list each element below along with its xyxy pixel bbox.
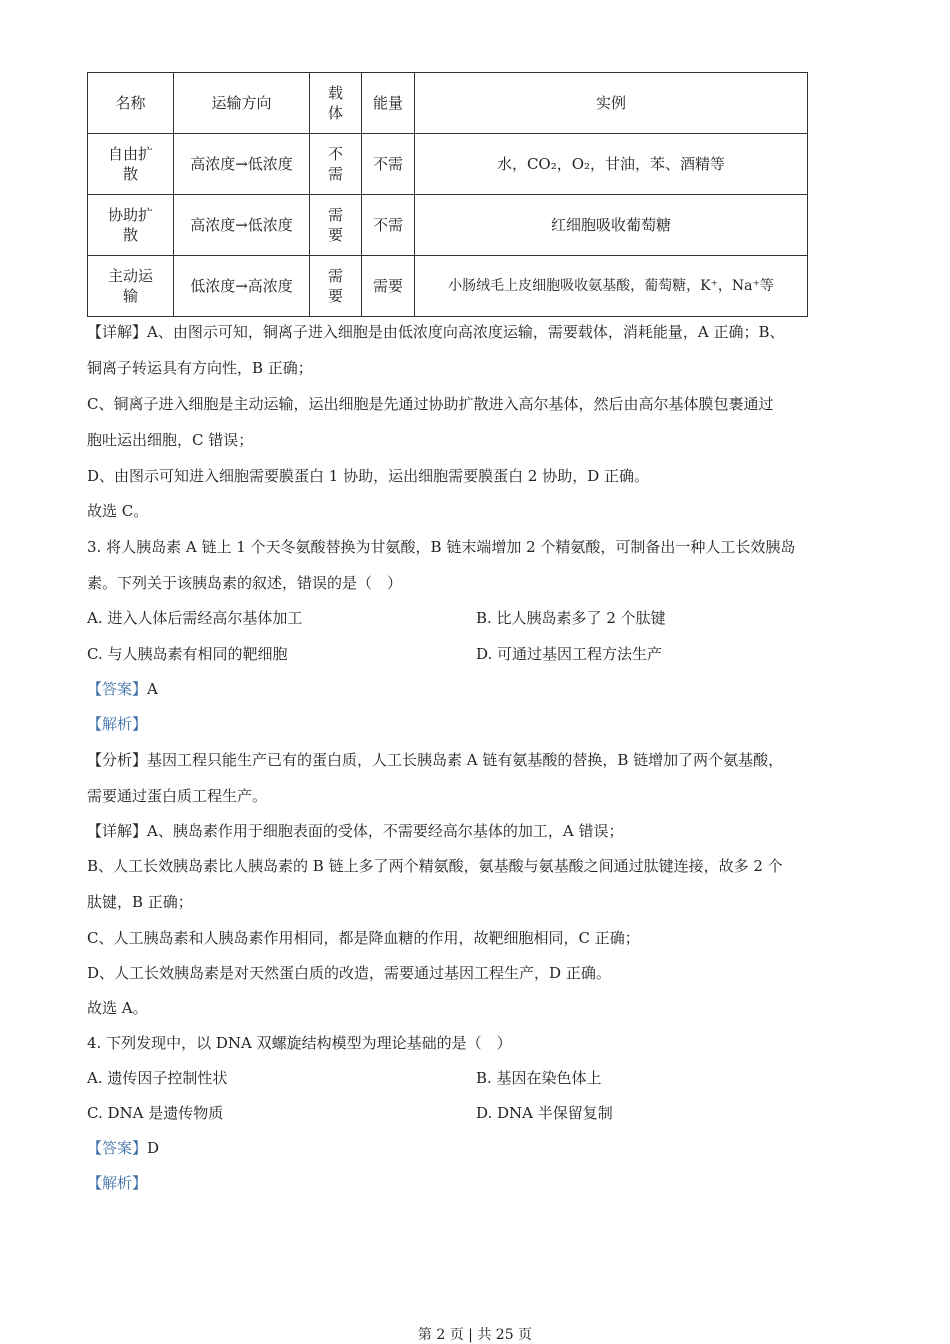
header-example: 实例 — [415, 73, 808, 134]
detail-tag: 【详解】 — [87, 323, 148, 341]
q2-detail-line-4: 胞吐运出细胞，C 错误； — [87, 431, 254, 449]
row-carrier: 不需 — [310, 134, 362, 195]
q3-analysis-line-1: 【分析】基因工程只能生产已有的蛋白质，人工长胰岛素 A 链有氨基酸的替换，B 链增加了两个氨基酸， — [87, 751, 784, 769]
q3-detail-line-3: 肽键，B 正确； — [87, 893, 193, 911]
q2-detail-line-1: 【详解】A、由图示可知，铜离子进入细胞是由低浓度向高浓度运输，需要载体，消耗能量，A 正确；B、 — [87, 323, 785, 341]
q4-stem: 4. 下列发现中，以 DNA 双螺旋结构模型为理论基础的是（ ） — [87, 1034, 512, 1052]
q3-detail-line-2: B、人工长效胰岛素比人胰岛素的 B 链上多了两个精氨酸，氨基酸与氨基酸之间通过肽键连接，故多 2 个 — [87, 857, 783, 875]
header-energy: 能量 — [362, 73, 415, 134]
q4-option-b: B. 基因在染色体上 — [476, 1069, 602, 1087]
q3-stem-line-1: 3. 将人胰岛素 A 链上 1 个天冬氨酸替换为甘氨酸，B 链末端增加 2 个精氨酸，可制备出一种人工长效胰岛 — [87, 538, 796, 556]
row-carrier: 需要 — [310, 256, 362, 317]
q2-choose: 故选 C。 — [87, 502, 149, 520]
q3-option-c: C. 与人胰岛素有相同的靶细胞 — [87, 645, 288, 663]
q4-analysis-tag: 【解析】 — [87, 1174, 148, 1192]
q3-detail-line-4: C、人工胰岛素和人胰岛素作用相同，都是降血糖的作用，故靶细胞相同，C 正确； — [87, 929, 640, 947]
row-carrier: 需要 — [310, 195, 362, 256]
q3-answer: 【答案】A — [87, 680, 158, 698]
table-row — [88, 134, 808, 195]
row-energy: 不需 — [362, 195, 415, 256]
q2-detail-line-3: C、铜离子进入细胞是主动运输，运出细胞是先通过协助扩散进入高尔基体，然后由高尔基体膜包裹通过 — [87, 395, 774, 413]
table-row — [88, 256, 808, 317]
q3-option-b: B. 比人胰岛素多了 2 个肽键 — [476, 609, 666, 627]
q4-answer: 【答案】D — [87, 1139, 160, 1157]
row-direction: 高浓度→低浓度 — [174, 134, 310, 195]
row-name: 自由扩散 — [88, 134, 174, 195]
q3-analysis-line-2: 需要通过蛋白质工程生产。 — [87, 787, 268, 805]
row-name: 主动运输 — [88, 256, 174, 317]
q3-choose: 故选 A。 — [87, 999, 148, 1017]
header-direction: 运输方向 — [174, 73, 310, 134]
row-energy: 需要 — [362, 256, 415, 317]
row-example: 红细胞吸收葡萄糖 — [415, 195, 808, 256]
page-footer: 第 2 页 | 共 25 页 — [417, 1327, 533, 1343]
transport-table — [87, 72, 808, 317]
row-example: 小肠绒毛上皮细胞吸收氨基酸，葡萄糖，K⁺，Na⁺等 — [415, 256, 808, 317]
table-header-row — [88, 73, 808, 134]
q3-option-d: D. 可通过基因工程方法生产 — [476, 645, 663, 663]
q3-detail-line-1: 【详解】A、胰岛素作用于细胞表面的受体，不需要经高尔基体的加工，A 错误； — [87, 822, 624, 840]
q3-stem-line-2: 素。下列关于该胰岛素的叙述，错误的是（ ） — [87, 574, 403, 592]
q4-option-c: C. DNA 是遗传物质 — [87, 1104, 224, 1122]
q3-option-a: A. 进入人体后需经高尔基体加工 — [87, 609, 303, 627]
q3-detail-line-5: D、人工长效胰岛素是对天然蛋白质的改造，需要通过基因工程生产，D 正确。 — [87, 964, 611, 982]
q2-detail-line-5: D、由图示可知进入细胞需要膜蛋白 1 协助，运出细胞需要膜蛋白 2 协助，D 正确。 — [87, 467, 649, 485]
answer-tag: 【答案】 — [87, 1139, 148, 1157]
header-carrier: 载体 — [310, 73, 362, 134]
row-direction: 高浓度→低浓度 — [174, 195, 310, 256]
q2-detail-line-2: 铜离子转运具有方向性，B 正确； — [87, 359, 313, 377]
answer-tag: 【答案】 — [87, 680, 148, 698]
table-row — [88, 195, 808, 256]
row-name: 协助扩散 — [88, 195, 174, 256]
header-name: 名称 — [88, 73, 174, 134]
q4-option-a: A. 遗传因子控制性状 — [87, 1069, 228, 1087]
row-energy: 不需 — [362, 134, 415, 195]
q4-option-d: D. DNA 半保留复制 — [476, 1104, 613, 1122]
row-direction: 低浓度→高浓度 — [174, 256, 310, 317]
q3-analysis-tag: 【解析】 — [87, 715, 148, 733]
row-example: 水，CO₂，O₂，甘油，苯、酒精等 — [415, 134, 808, 195]
